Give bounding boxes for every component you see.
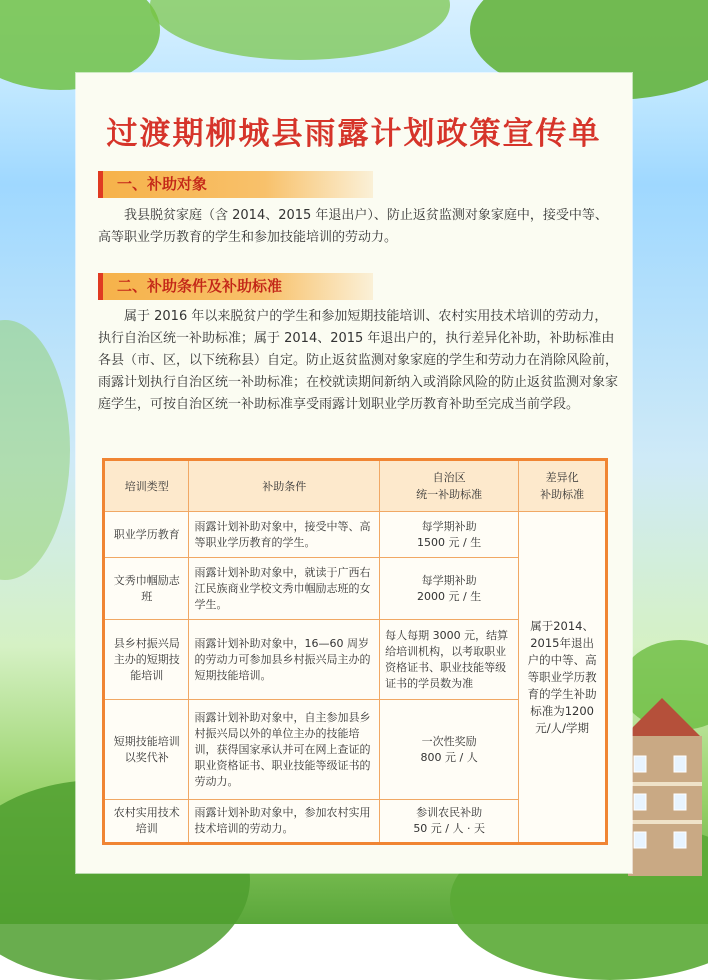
row-condition: 雨露计划补助对象中，接受中等、高等职业学历教育的学生。 [189, 512, 380, 558]
diff-standard-cell: 属于2014、2015年退出户的中等、高等职业学历教育的学生补助标准为1200元/人/学期 [519, 512, 607, 844]
house-illustration [622, 698, 702, 876]
row-standard-line1: 参训农民补助 [416, 806, 483, 819]
row-type: 农村实用技术培训 [104, 800, 189, 844]
row-standard [380, 800, 519, 844]
row-standard-line2: 2000 元 / 生 [417, 589, 482, 603]
row-condition: 雨露计划补助对象中，16—60 周岁的劳动力可参加县乡村振兴局主办的短期技能培训。 [189, 620, 380, 700]
row-type: 职业学历教育 [104, 512, 189, 558]
row-standard [380, 700, 519, 800]
header-standard-line1: 自治区 [432, 471, 466, 484]
table-header-row [104, 460, 607, 512]
section-1-heading-text: 一、补助对象 [117, 175, 208, 193]
header-condition: 补助条件 [189, 460, 380, 512]
row-standard [380, 512, 519, 558]
section-2-text: 属于 2016 年以来脱贫户的学生和参加短期技能培训、农村实用技术培训的劳动力，执行自治区统一补助标准；属于 2014、2015 年退出户的，执行差异化补助，补助标准由各县（市、区，以下统称县）自定。防止返贫监测对象家庭的学生和劳动力在消除风险前，雨露计划执行自治区统一补助标准；在校就读期间新纳入或消除风险的防止返贫监测对象家庭学生，可按自治区统一补助标准享受雨露计划职业学历教育补助至完成当前学段。 [98, 309, 619, 412]
row-condition: 雨露计划补助对象中，就读于广西右江民族商业学校文秀巾帼励志班的女学生。 [189, 558, 380, 620]
row-standard-line2: 800 元 / 人 [420, 750, 478, 764]
row-condition: 雨露计划补助对象中，参加农村实用技术培训的劳动力。 [189, 800, 380, 844]
header-standard [380, 460, 519, 512]
header-standard-line2: 统一补助标准 [416, 488, 483, 501]
row-standard: 每人每期 3000 元，结算给培训机构，以考取职业资格证书、职业技能等级证书的学员数为准 [380, 620, 519, 700]
subsidy-table [102, 458, 608, 845]
tree-foliage-top-center [150, 0, 450, 60]
header-diff-line2: 补助标准 [540, 488, 585, 501]
row-standard [380, 558, 519, 620]
section-2-heading-text: 二、补助条件及补助标准 [117, 277, 283, 295]
header-diff-line1: 差异化 [545, 471, 579, 484]
row-standard-line1: 一次性奖励 [421, 734, 477, 748]
tree-foliage-left [0, 320, 70, 580]
header-diff [519, 460, 607, 512]
row-type: 文秀巾帼励志班 [104, 558, 189, 620]
row-type: 短期技能培训以奖代补 [104, 700, 189, 800]
section-1-heading [98, 171, 373, 198]
row-standard-line1: 每学期补助 [421, 573, 477, 587]
row-standard-line1: 每学期补助 [421, 519, 477, 533]
row-type: 县乡村振兴局主办的短期技能培训 [104, 620, 189, 700]
flyer-panel [76, 73, 632, 873]
page-title: 过渡期柳城县雨露计划政策宣传单 [106, 116, 602, 152]
row-standard-line2: 50 元 / 人 · 天 [413, 822, 485, 835]
row-condition: 雨露计划补助对象中，自主参加县乡村振兴局以外的单位主办的技能培训，获得国家承认并可在网上查证的职业资格证书、职业技能等级证书的劳动力。 [189, 700, 380, 800]
row-standard-line2: 1500 元 / 生 [417, 535, 482, 549]
table-row [104, 512, 607, 558]
header-type: 培训类型 [104, 460, 189, 512]
section-2-heading [98, 273, 373, 300]
section-1-text: 我县脱贫家庭（含 2014、2015 年退出户）、防止返贫监测对象家庭中，接受中等、高等职业学历教育的学生和参加技能培训的劳动力。 [98, 208, 608, 245]
